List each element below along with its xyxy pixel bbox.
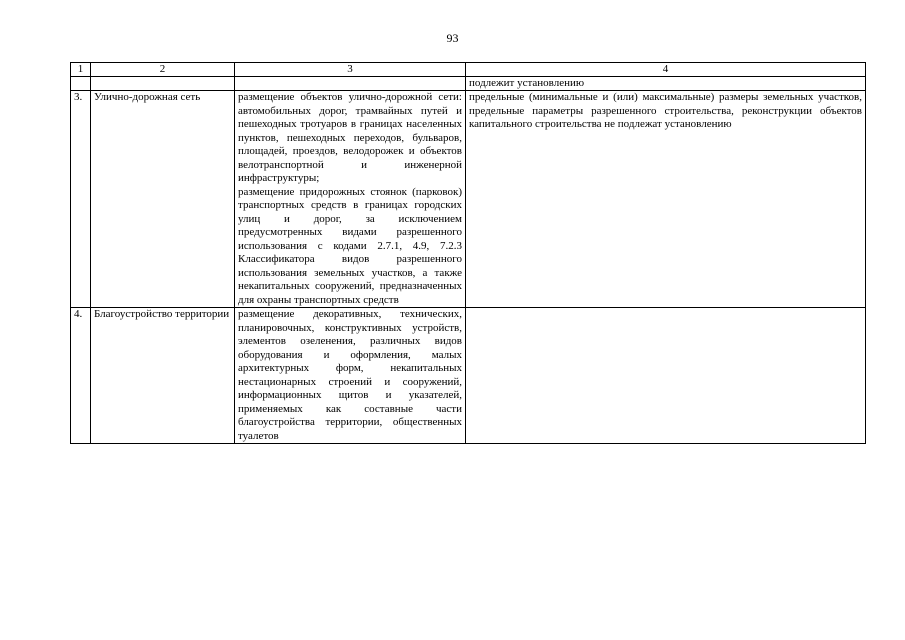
zoning-table	[70, 62, 866, 444]
description-paragraph: размещение декоративных, технических, планировочных, конструктивных устройств, элементов озеленения, различных видов оборудования и оформления, малых архитектурных форм, некапитальных нестационарных строений и сооружений, информационных щитов и указателей, применяемых как составные части благоустройства территории, общественных туалетов	[238, 308, 462, 442]
continuation-cell-3	[235, 77, 466, 91]
continuation-cell-4: подлежит установлению	[466, 77, 866, 91]
table-row	[71, 308, 866, 444]
header-cell-3: 3	[235, 63, 466, 77]
table-row	[71, 91, 866, 308]
header-cell-1: 1	[71, 63, 91, 77]
page-number: 93	[446, 31, 459, 45]
row-number: 4.	[71, 308, 91, 444]
use-type-name: Благоустройство территории	[91, 308, 235, 444]
header-cell-4: 4	[466, 63, 866, 77]
row-number: 3.	[71, 91, 91, 308]
use-type-name: Улично-дорожная сеть	[91, 91, 235, 308]
header-cell-2: 2	[91, 63, 235, 77]
description-paragraph: размещение придорожных стоянок (парковок) транспортных средств в границах городских улиц и дорог, за исключением предусмотренных видами разрешенного использования с кодами 2.7.1, 4.9, 7.2.3 Классификатора видов разрешенного использования земельных участков, а также некапитальных сооружений, предназначенных для охраны транспортных средств	[238, 185, 462, 306]
description-paragraph: размещение объектов улично-дорожной сети: автомобильных дорог, трамвайных путей и пешеходных тротуаров в границах населенных пунктов, пешеходных переходов, бульваров, площадей, проездов, велодорожек и объектов велотранспортной и инженерной инфраструктуры;	[238, 91, 462, 184]
use-type-parameters: предельные (минимальные и (или) максимальные) размеры земельных участков, предельные параметры разрешенного строительства, реконструкции объектов капитального строительства не подлежат установлению	[466, 91, 866, 308]
use-type-description	[235, 91, 466, 308]
use-type-description	[235, 308, 466, 444]
use-type-parameters	[466, 308, 866, 444]
table-header-row	[71, 63, 866, 77]
continuation-cell-2	[91, 77, 235, 91]
continuation-row	[71, 77, 866, 91]
continuation-cell-1	[71, 77, 91, 91]
